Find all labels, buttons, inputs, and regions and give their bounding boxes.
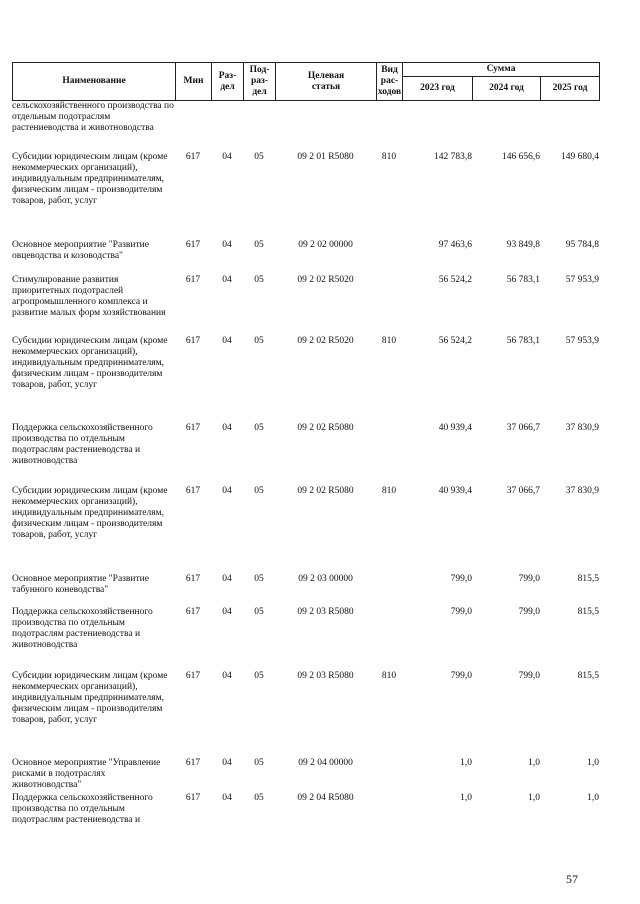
row-2025: 57 953,9 [565, 336, 599, 346]
table-row [12, 423, 599, 467]
row-2024: 37 066,7 [506, 423, 540, 433]
row-podrazdel: 05 [254, 152, 264, 162]
row-2023: 799,0 [450, 607, 472, 617]
row-min: 617 [185, 793, 201, 803]
header-summa: Сумма [403, 63, 600, 77]
table-row [12, 152, 599, 207]
row-2023: 56 524,2 [438, 275, 472, 285]
table-row [12, 101, 599, 134]
row-name: сельскохозяйственного производства по отдельным подотраслям растениеводства и животноводства [12, 101, 174, 133]
header-vid: Вид рас- ходов [377, 63, 403, 101]
row-name: Субсидии юридическим лицам (кроме некоммерческих организаций), индивидуальным предпринимателям, физическим лицам - производителям товаров, работ, услуг [12, 336, 168, 390]
header-name: Наименование [13, 63, 176, 101]
row-podrazdel: 05 [254, 793, 264, 803]
row-min: 617 [185, 758, 201, 768]
row-name: Субсидии юридическим лицам (кроме некоммерческих организаций), индивидуальным предпринимателям, физическим лицам - производителям товаров, работ, услуг [12, 671, 168, 725]
row-celevaya: 09 2 03 R5080 [297, 671, 354, 681]
row-2025: 37 830,9 [565, 423, 599, 433]
row-razdel: 04 [222, 486, 232, 496]
row-2023: 1,0 [460, 758, 472, 768]
table-row [12, 574, 599, 596]
row-podrazdel: 05 [254, 574, 264, 584]
row-razdel: 04 [222, 574, 232, 584]
row-2025: 815,5 [577, 671, 599, 681]
row-podrazdel: 05 [254, 240, 264, 250]
row-name: Основное мероприятие "Развитие табунного коневодства" [12, 574, 149, 595]
row-min: 617 [185, 423, 201, 433]
row-razdel: 04 [222, 758, 232, 768]
row-celevaya: 09 2 02 R5080 [297, 423, 354, 433]
row-name: Субсидии юридическим лицам (кроме некоммерческих организаций), индивидуальным предпринимателям, физическим лицам - производителям товаров, работ, услуг [12, 486, 168, 540]
header-min: Мин [176, 63, 212, 101]
table-row [12, 486, 599, 541]
row-name: Поддержка сельскохозяйственного производства по отдельным подотраслям растениеводства и животноводства [12, 423, 153, 466]
row-podrazdel: 05 [254, 423, 264, 433]
row-razdel: 04 [222, 336, 232, 346]
table-row [12, 336, 599, 391]
table-row [12, 240, 599, 262]
row-celevaya: 09 2 04 R5080 [297, 793, 354, 803]
header-celevaya: Целевая статья [276, 63, 377, 101]
row-min: 617 [185, 486, 201, 496]
row-2025: 815,5 [577, 607, 599, 617]
row-podrazdel: 05 [254, 671, 264, 681]
row-celevaya: 09 2 03 R5080 [297, 607, 354, 617]
row-vid: 810 [381, 486, 397, 496]
row-razdel: 04 [222, 240, 232, 250]
row-min: 617 [185, 607, 201, 617]
row-podrazdel: 05 [254, 275, 264, 285]
row-2025: 57 953,9 [565, 275, 599, 285]
row-podrazdel: 05 [254, 607, 264, 617]
row-min: 617 [185, 574, 201, 584]
row-2024: 1,0 [528, 758, 540, 768]
header-podrazdel: Под- раз- дел [244, 63, 276, 101]
row-min: 617 [185, 275, 201, 285]
page-number: 57 [566, 872, 578, 886]
row-vid: 810 [381, 152, 397, 162]
row-celevaya: 09 2 02 00000 [298, 240, 353, 250]
table-row [12, 671, 599, 726]
row-name: Поддержка сельскохозяйственного производства по отдельным подотраслям растениеводства и [12, 793, 153, 825]
row-2023: 97 463,6 [438, 240, 472, 250]
row-podrazdel: 05 [254, 758, 264, 768]
row-2024: 146 656,6 [502, 152, 540, 162]
row-2023: 799,0 [450, 671, 472, 681]
header-2023: 2023 год [403, 77, 473, 101]
row-min: 617 [185, 671, 201, 681]
row-min: 617 [185, 240, 201, 250]
row-razdel: 04 [222, 152, 232, 162]
row-name: Поддержка сельскохозяйственного производства по отдельным подотраслям растениеводства и животноводства [12, 607, 153, 650]
row-2024: 799,0 [518, 671, 540, 681]
row-razdel: 04 [222, 671, 232, 681]
row-2024: 799,0 [518, 607, 540, 617]
row-2024: 1,0 [528, 793, 540, 803]
row-2024: 799,0 [518, 574, 540, 584]
row-celevaya: 09 2 01 R5080 [297, 152, 354, 162]
row-2025: 1,0 [587, 793, 599, 803]
table-row [12, 758, 599, 791]
row-name: Стимулирование развития приоритетных подотраслей агропромышленного комплекса и развитие малых форм хозяйствования [12, 275, 166, 318]
row-razdel: 04 [222, 275, 232, 285]
row-2024: 56 783,1 [506, 336, 540, 346]
row-2023: 40 939,4 [438, 423, 472, 433]
row-podrazdel: 05 [254, 486, 264, 496]
row-name: Основное мероприятие "Управление рисками в подотраслях животноводства" [12, 758, 161, 790]
row-min: 617 [185, 152, 201, 162]
row-min: 617 [185, 336, 201, 346]
table-row [12, 607, 599, 651]
row-2025: 149 680,4 [561, 152, 599, 162]
row-celevaya: 09 2 02 R5020 [297, 336, 354, 346]
row-razdel: 04 [222, 793, 232, 803]
row-celevaya: 09 2 02 R5080 [297, 486, 354, 496]
row-name: Основное мероприятие "Развитие овцеводства и козоводства" [12, 240, 149, 261]
row-2023: 799,0 [450, 574, 472, 584]
row-celevaya: 09 2 04 00000 [298, 758, 353, 768]
row-2024: 56 783,1 [506, 275, 540, 285]
row-2023: 40 939,4 [438, 486, 472, 496]
row-2025: 815,5 [577, 574, 599, 584]
header-razdel: Раз- дел [212, 63, 244, 101]
table-header [12, 62, 600, 101]
row-vid: 810 [381, 671, 397, 681]
row-2023: 1,0 [460, 793, 472, 803]
row-name: Субсидии юридическим лицам (кроме некоммерческих организаций), индивидуальным предпринимателям, физическим лицам - производителям товаров, работ, услуг [12, 152, 168, 206]
row-2023: 142 783,8 [434, 152, 472, 162]
row-2024: 93 849,8 [506, 240, 540, 250]
row-2024: 37 066,7 [506, 486, 540, 496]
row-podrazdel: 05 [254, 336, 264, 346]
row-razdel: 04 [222, 423, 232, 433]
row-celevaya: 09 2 03 00000 [298, 574, 353, 584]
row-celevaya: 09 2 02 R5020 [297, 275, 354, 285]
table-row [12, 793, 599, 826]
header-2024: 2024 год [473, 77, 541, 101]
row-2025: 95 784,8 [565, 240, 599, 250]
row-razdel: 04 [222, 607, 232, 617]
row-2023: 56 524,2 [438, 336, 472, 346]
row-vid: 810 [381, 336, 397, 346]
row-2025: 37 830,9 [565, 486, 599, 496]
header-2025: 2025 год [541, 77, 600, 101]
row-2025: 1,0 [587, 758, 599, 768]
table-row [12, 275, 599, 319]
